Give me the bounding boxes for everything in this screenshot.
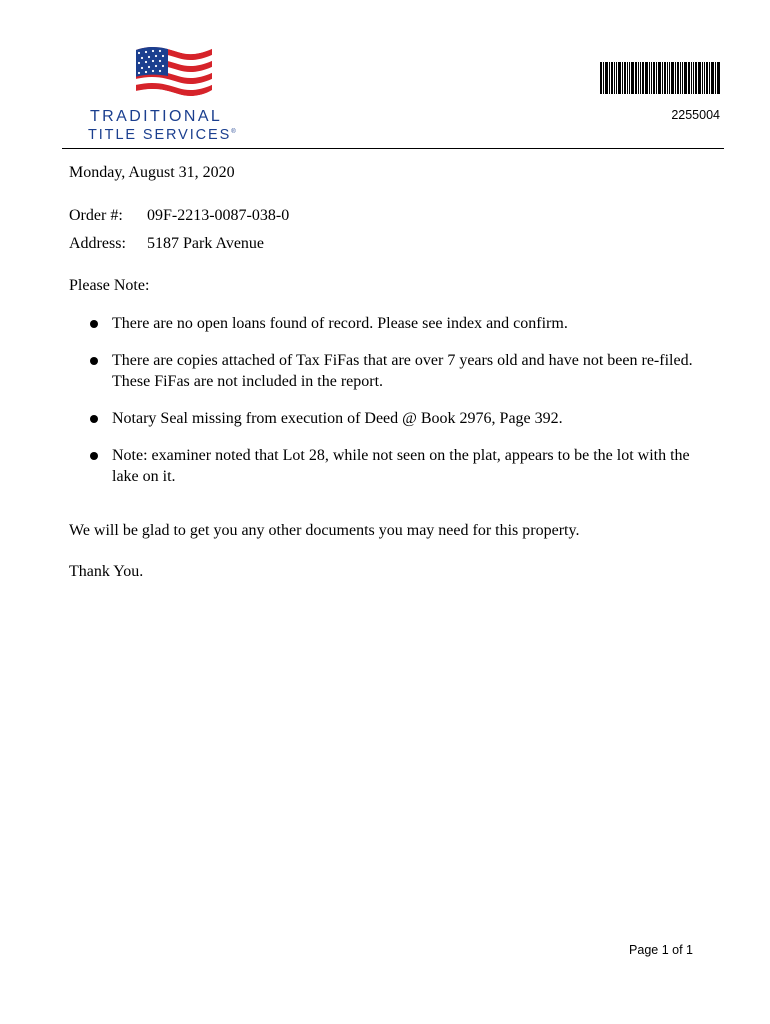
closing-sentence: We will be glad to get you any other documents you may need for this property. (69, 522, 580, 539)
bullet-icon (90, 452, 98, 460)
company-logo (86, 44, 266, 144)
letter-date: Monday, August 31, 2020 (69, 164, 235, 181)
note-text: There are copies attached of Tax FiFas that are over 7 years old and have not been re-filed. These FiFas are not included in the report. (112, 352, 693, 390)
company-name-line2-text: TITLE SERVICES (88, 127, 232, 143)
document-number: 2255004 (671, 108, 720, 122)
company-name-line2 (88, 127, 236, 143)
list-item (88, 408, 708, 429)
bullet-icon (90, 357, 98, 365)
order-label: Order #: (69, 207, 123, 224)
bullet-icon (90, 415, 98, 423)
list-item (88, 350, 708, 392)
sign-off: Thank You. (69, 563, 144, 580)
american-flag-icon (132, 44, 216, 102)
barcode (600, 62, 720, 94)
note-text: There are no open loans found of record. Please see index and confirm. (112, 315, 568, 332)
company-name-line1: TRADITIONAL (90, 108, 223, 125)
address-label: Address: (69, 235, 126, 252)
header-divider (62, 148, 724, 149)
order-number: 09F-2213-0087-038-0 (147, 207, 290, 224)
registered-mark: ® (231, 129, 236, 136)
notes-list (88, 313, 708, 503)
list-item (88, 445, 708, 487)
address-value: 5187 Park Avenue (147, 235, 265, 252)
note-text: Notary Seal missing from execution of Deed @ Book 2976, Page 392. (112, 410, 563, 427)
list-item (88, 313, 708, 334)
note-heading: Please Note: (69, 277, 150, 294)
note-text: Note: examiner noted that Lot 28, while not seen on the plat, appears to be the lot with the lake on it. (112, 447, 690, 485)
page-number: Page 1 of 1 (629, 943, 693, 957)
bullet-icon (90, 320, 98, 328)
